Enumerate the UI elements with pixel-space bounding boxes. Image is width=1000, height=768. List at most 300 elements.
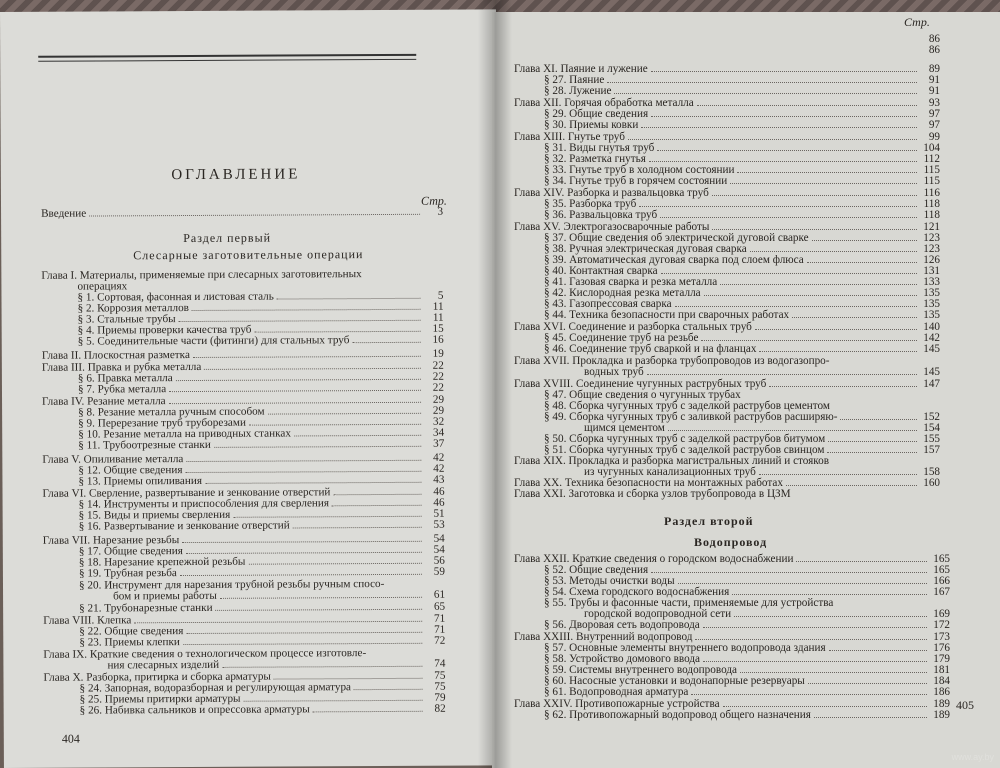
toc-entry-title: § 54. Схема городского водоснабжения [544,586,730,598]
toc-entry-page: 74 [434,657,446,670]
leader-dots [205,474,421,484]
leader-dots [720,276,917,285]
toc-entry-page: 169 [933,608,950,620]
toc-entry-page: 115 [923,164,940,176]
leader-dots [628,131,917,140]
toc-entry-title: § 38. Ручная электрическая дуговая сварка [544,243,747,255]
toc-entry-page: 142 [923,332,940,344]
toc-entry-title: § 5. Соединительные части (фитинги) для стальных труб [77,334,350,348]
toc-entry-page: 145 [923,366,940,378]
toc-entry-page: 126 [923,254,940,266]
section-heading: Водопровод [694,535,768,549]
toc-entry-page: 86 [928,33,940,45]
leader-dots [769,378,917,387]
leader-dots [332,497,422,506]
leader-dots [641,119,917,128]
leader-dots [193,348,421,358]
toc-entry-page: 152 [923,411,940,423]
toc-entry-page: 165 [933,564,950,576]
toc-entry-title: § 24. Запорная, водоразборная и регулирующая арматура [79,681,352,695]
header-rule [38,54,416,58]
leader-dots [661,265,917,274]
leader-dots [647,366,917,375]
toc-entry-page: 118 [923,209,940,221]
toc-entry-title: § 14. Инструменты и приспособления для сверления [78,497,330,511]
toc-entry-title: § 15. Виды и приемы сверления [78,508,231,522]
toc-entry-page: 167 [933,586,950,598]
toc-entry [514,488,940,500]
toc-entry-page: 115 [923,175,940,187]
toc-entry-title: § 33. Гнутье труб в холодном состоянии [544,164,735,176]
leader-dots [169,382,421,392]
toc-entry-title: операциях [77,280,128,293]
toc-entry-page: 54 [433,532,445,545]
toc-entry-title: § 3. Стальные трубы [77,313,176,326]
toc-entry-page: 112 [923,153,940,165]
leader-dots [185,463,421,473]
toc-entry-page: 172 [933,619,950,631]
toc-entry-title: Глава XX. Техника безопасности на монтажных работах [514,477,783,489]
toc-entry [544,119,940,131]
leader-dots [186,452,421,462]
leader-dots [755,321,917,330]
toc-entry-title: § 21. Трубонарезные станки [79,601,213,615]
toc-entry-title: § 10. Резание металла на приводных станках [78,427,291,441]
left-page [0,9,500,768]
toc-entry [544,175,940,187]
toc-entry-title: § 51. Сборка чугунных труб с заделкой раструбов свинцом [544,444,825,456]
toc-entry-page: 133 [923,276,940,288]
toc-entry-page: 91 [928,85,940,97]
leader-dots [294,427,421,437]
leader-dots [249,416,421,426]
toc-entry-title: § 56. Дворовая сеть водопровода [544,619,700,631]
toc-entry-title: Глава VI. Сверление, развертывание и зенкование отверстий [42,486,331,500]
toc-entry-page: 99 [928,131,940,143]
toc-entry [41,206,443,220]
toc-entry [584,366,940,378]
toc-entry-title: § 30. Приемы ковки [544,119,639,131]
leader-dots [214,438,421,448]
toc-entry-title: Глава II. Плоскостная разметка [41,349,190,362]
toc-entry-page: 131 [923,265,940,277]
leader-dots [649,153,917,162]
leader-dots [274,670,423,680]
toc-entry-title: § 46. Соединение труб сваркой и на фланцах [544,343,757,355]
toc-entry-title: § 55. Трубы и фасонные части, применяемые для устройства [544,597,834,609]
toc-entry-title: § 12. Общие сведения [78,464,183,477]
toc-entry-title: Глава III. Правка и рубка металла [41,360,202,374]
toc-entry-title: Глава V. Опиливание металла [42,453,184,466]
toc-entry-title: Глава XVII. Прокладка и разборка трубопроводов из водогазопро- [514,355,830,367]
toc-entry-title: § 11. Трубоотрезные станки [78,438,211,452]
toc-entry-title: § 29. Общие сведения [544,108,649,120]
toc-entry-page: 46 [433,485,445,498]
leader-dots [903,45,917,53]
toc-entry-title: § 50. Сборка чугунных труб с заделкой раструбов битумом [544,433,826,445]
toc-entry-title: Глава VIII. Клепка [43,614,132,627]
toc-entry-page: 59 [433,565,445,578]
toc-entry-title: Глава XXIII. Внутренний водопровод [514,631,693,643]
toc-entry-title: § 25. Приемы притирки арматуры [79,692,241,706]
toc-entry-page: 155 [923,433,940,445]
leader-dots [828,433,917,442]
toc-entry-page: 61 [433,588,446,601]
page-column-label: Стр. [904,15,930,29]
leader-dots [792,309,917,318]
toc-entry-page: 71 [433,612,446,625]
toc-entry [544,85,940,97]
leader-dots [369,648,422,656]
leader-dots [678,575,927,584]
toc-entry-page: 121 [923,221,940,233]
toc-entry-title: § 43. Газопрессовая сварка [544,298,672,310]
leader-dots [182,533,422,543]
toc-entry-title: § 48. Сборка чугунных труб с заделкой раструбов цементом [544,400,830,412]
section-heading: Раздел первый [183,230,272,246]
toc-entry-page: 135 [923,287,940,299]
leader-dots [712,187,917,196]
leader-dots [829,642,927,651]
leader-dots [730,175,917,184]
toc-entry-page: 56 [433,554,445,567]
toc-entry-title: § 60. Насосные установки и водонапорные резервуары [544,675,805,687]
toc-entry-page: 184 [933,675,950,687]
toc-entry-page: 123 [923,243,940,255]
toc-entry-page: 65 [433,600,446,613]
leader-dots [704,287,917,296]
leader-dots [313,703,423,713]
toc-entry-title: § 62. Противопожарный водопровод общего назначения [544,709,811,721]
leader-dots [703,619,927,628]
right-page [492,12,1000,768]
toc-entry-page: 46 [433,496,445,509]
leader-dots [833,356,917,364]
toc-entry-title: § 27. Паяние [544,74,605,86]
toc-entry-title: Глава XXIV. Противопожарные устройства [514,698,720,710]
leader-dots [796,553,927,562]
toc-entry-page: 135 [923,298,940,310]
toc-entry-title: Глава XI. Паяние и лужение [514,63,648,75]
toc-entry [544,709,950,721]
toc-entry-title: § 19. Трубная резьба [78,567,177,580]
leader-dots [607,74,917,83]
toc-entry-page: 19 [432,347,444,360]
toc-entry-title: Глава X. Разборка, притирка и сборка арматуры [43,670,271,684]
page-number-right: 405 [956,698,974,712]
leader-dots [695,631,927,640]
leader-dots [697,97,917,106]
leader-dots [248,555,422,565]
toc-entry [544,343,940,355]
leader-dots [794,489,917,497]
leader-dots [744,390,917,398]
toc-entry-page: 160 [923,477,940,489]
toc-entry-page: 82 [434,702,446,715]
leader-dots [807,254,917,263]
leader-dots [639,198,917,207]
toc-entry-title: § 57. Основные элементы внутреннего водопровода здания [544,642,826,654]
toc-entry-title: Глава XVI. Соединение и разборка стальных труб [514,321,752,333]
toc-entry-title: § 7. Рубка металла [77,383,167,396]
toc-entry-page: 42 [433,451,445,464]
toc-entry [544,686,950,698]
leader-dots [734,608,927,617]
toc-entry [78,334,444,348]
leader-dots [333,486,421,495]
toc-entry-title: § 9. Перерезание труб труборезами [78,416,246,430]
toc-entry-title: § 23. Приемы клепки [79,636,180,649]
leader-dots [832,456,917,464]
toc-entry-title: § 52. Общие сведения [544,564,649,576]
toc-entry-page: 72 [434,634,446,647]
leader-dots [750,243,917,252]
leader-dots [387,579,422,587]
toc-entry-title: Глава XIV. Разборка и развальцовка труб [514,187,709,199]
toc-entry-page: 22 [432,370,444,383]
toc-entry-page: 89 [928,63,940,75]
toc-entry-title: городской водопроводной сети [584,608,732,620]
toc-title: ОГЛАВЛЕНИЕ [171,166,301,184]
toc-entry-title: § 42. Кислородная резка металла [544,287,701,299]
leader-dots [220,589,422,599]
toc-entry-page: 54 [433,543,445,556]
toc-entry-page: 43 [433,473,445,486]
leader-dots [712,221,917,230]
toc-entry-page: 158 [923,466,940,478]
toc-entry-page: 16 [432,333,444,346]
leader-dots [180,566,422,576]
watermark: www.ay.by [951,752,994,762]
toc-entry-title: § 53. Методы очистки воды [544,575,675,587]
leader-dots [703,653,927,662]
toc-entry-page: 135 [923,309,940,321]
toc-entry-page: 3 [437,205,444,218]
toc-entry-page: 42 [433,462,445,475]
leader-dots [134,613,422,624]
toc-entry-page: 53 [433,518,445,531]
toc-entry-title: Глава I. Материалы, применяемые при слесарных заготовительных [41,268,362,282]
toc-entry-page: 181 [933,664,950,676]
toc-entry-title: § 4. Приемы проверки качества труб [77,323,252,337]
leader-dots [192,301,421,311]
toc-entry-page: 176 [933,642,950,654]
toc-entry-page: 189 [933,698,950,710]
toc-entry-title: § 37. Общие сведения об электрической дуговой сварке [544,232,809,244]
toc-entry-title: Глава XXI. Заготовка и сборка узлов трубопровода в ЦЗМ [514,488,791,500]
toc-entry-title: § 17. Общие сведения [78,545,183,558]
toc-entry-page: 166 [933,575,950,587]
leader-dots [614,85,917,94]
toc-entry-title: из чугунных канализационных труб [584,466,756,478]
toc-entry-title: Глава VII. Нарезание резьбы [42,534,180,547]
toc-entry [900,44,940,56]
leader-dots [222,658,422,668]
toc-entry-page: 97 [928,108,940,120]
leader-dots [176,371,421,381]
toc-entry-page: 123 [923,232,940,244]
toc-entry [79,519,445,533]
leader-dots [833,401,917,409]
toc-entry-title: § 26. Набивка сальников и опрессовка арматуры [79,703,310,717]
toc-entry-page: 118 [923,198,940,210]
toc-entry-page: 11 [432,311,444,324]
leader-dots [179,312,421,322]
toc-entry-page: 34 [432,426,445,439]
toc-entry-title: § 45. Соединение труб на резьбе [544,332,699,344]
leader-dots [723,698,927,707]
toc-entry-title: § 16. Развертывание и зенкование отверстий [78,519,290,533]
toc-entry-page: 75 [434,680,446,693]
toc-entry-title: Глава XIII. Гнутье труб [514,131,625,143]
toc-entry-page: 189 [933,709,950,721]
leader-dots [836,598,927,606]
leader-dots [691,686,927,695]
toc-entry-title: § 44. Техника безопасности при сварочных работах [544,309,790,321]
toc-entry-title: § 6. Правка металла [77,372,173,385]
toc-entry-title: § 35. Разборка труб [544,198,637,210]
toc-entry-title: § 40. Контактная сварка [544,265,658,277]
toc-entry-page: 71 [434,623,446,636]
toc-entry-title: Глава XXII. Краткие сведения о городском водоснабжении [514,553,794,565]
header-rule-thin [38,59,416,62]
toc-entry-title: § 39. Автоматическая дуговая сварка под слоем флюса [544,254,804,266]
leader-dots [675,298,917,307]
leader-dots [268,405,422,415]
toc-entry-title: Введение [41,207,87,220]
leader-dots [759,466,917,475]
toc-entry-page: 5 [437,289,444,302]
toc-entry [78,438,444,452]
toc-entry-page: 32 [432,415,445,428]
leader-dots [89,206,420,217]
leader-dots [701,332,917,341]
toc-entry-page: 37 [433,437,445,450]
leader-dots [840,411,917,420]
toc-entry-page: 15 [432,322,444,335]
leader-dots [903,34,917,42]
leader-dots [293,519,422,529]
toc-entry-title: § 31. Виды гнутья труб [544,142,655,154]
toc-entry-title: § 49. Сборка чугунных труб с заливкой раструбов расширяю- [544,411,838,423]
toc-entry-page: 79 [434,691,446,704]
leader-dots [277,290,421,300]
toc-entry-title: Глава IX. Краткие сведения о технологическом процессе изготовле- [43,647,367,661]
toc-entry-title: Глава XV. Электрогазосварочные работы [514,221,710,233]
toc-entry-title: бом и приемы работы [113,589,217,603]
toc-entry-title: щимся цементом [584,422,665,434]
leader-dots [827,444,917,453]
section-heading: Слесарные заготовительные операции [133,247,364,263]
leader-dots [354,681,423,690]
toc-entry-title: § 28. Лужение [544,85,612,97]
leader-dots [651,108,917,117]
toc-entry-page: 75 [434,669,446,682]
toc-entry-page: 51 [433,507,445,520]
leader-dots [365,269,419,277]
leader-dots [657,142,917,151]
leader-dots [737,164,917,173]
toc-entry-title: § 32. Разметка гнутья [544,153,646,165]
toc-entry-title: Глава XIX. Прокладка и разборка магистральных линий и стояков [514,455,830,467]
leader-dots [216,601,423,611]
section-heading: Раздел второй [664,514,754,528]
page-column-label: Стр. [420,193,447,208]
leader-dots [786,477,917,486]
toc-entry-page: 29 [432,393,445,406]
leader-dots [169,394,421,404]
toc-entry-page: 93 [928,97,940,109]
leader-dots [732,586,927,595]
toc-entry-page: 154 [923,422,940,434]
leader-dots [352,334,420,343]
leader-dots [233,508,421,518]
toc-entry-title: § 18. Нарезание крепежной резьбы [78,555,246,569]
leader-dots [130,281,204,289]
toc-entry-title: § 36. Развальцовка труб [544,209,658,221]
leader-dots [808,675,927,684]
toc-entry-title: § 22. Общие сведения [79,625,184,638]
leader-dots [759,343,917,352]
toc-entry-title: § 20. Инструмент для нарезания трубной резьбы ручным спосо- [78,577,385,592]
leader-dots [740,664,927,673]
leader-dots [186,544,422,554]
toc-entry-page: 91 [928,74,940,86]
toc-entry-title: Глава XVIII. Соединение чугунных раструбных труб [514,378,767,390]
toc-entry-page: 157 [923,444,940,456]
leader-dots [651,564,927,573]
toc-entry-title: § 47. Общие сведения о чугунных трубах [544,389,741,401]
toc-entry [544,309,940,321]
toc-entry-page: 173 [933,631,950,643]
leader-dots [244,692,423,702]
leader-dots [254,323,420,333]
leader-dots [668,422,917,431]
toc-entry [80,703,446,717]
toc-entry-page: 22 [432,359,444,372]
leader-dots [651,63,917,72]
toc-entry-title: § 41. Газовая сварка и резка металла [544,276,718,288]
toc-entry-title: § 8. Резание металла ручным способом [78,405,265,419]
toc-entry-title: § 13. Приемы опиливания [78,474,203,488]
toc-entry-title: § 2. Коррозия металлов [77,302,189,315]
toc-entry-page: 145 [923,343,940,355]
toc-entry-page: 140 [923,321,940,333]
toc-entry-title: § 58. Устройство домового ввода [544,653,701,665]
leader-dots [186,624,422,634]
toc-entry-page: 86 [928,44,940,56]
toc-entry-page: 29 [432,404,445,417]
toc-entry-title: Глава XII. Горячая обработка металла [514,97,694,109]
toc-entry [544,619,950,631]
leader-dots [812,232,917,241]
toc-entry-title: § 59. Системы внутреннего водопровода [544,664,737,676]
toc-entry-title: § 1. Сортовая, фасонная и листовая сталь [77,290,274,304]
toc-entry-title: § 34. Гнутье труб в горячем состоянии [544,175,728,187]
leader-dots [814,709,927,718]
toc-entry-page: 186 [933,686,950,698]
toc-entry [544,209,940,221]
toc-entry-page: 165 [933,553,950,565]
toc-entry-page: 179 [933,653,950,665]
toc-entry-title: Глава IV. Резание металла [42,395,166,408]
toc-entry-page: 11 [432,300,444,313]
toc-entry-page: 22 [432,381,445,394]
toc-entry-page: 104 [923,142,940,154]
leader-dots [204,360,421,370]
page-number-left: 404 [61,731,80,746]
toc-entry-title: § 61. Водопроводная арматура [544,686,689,698]
